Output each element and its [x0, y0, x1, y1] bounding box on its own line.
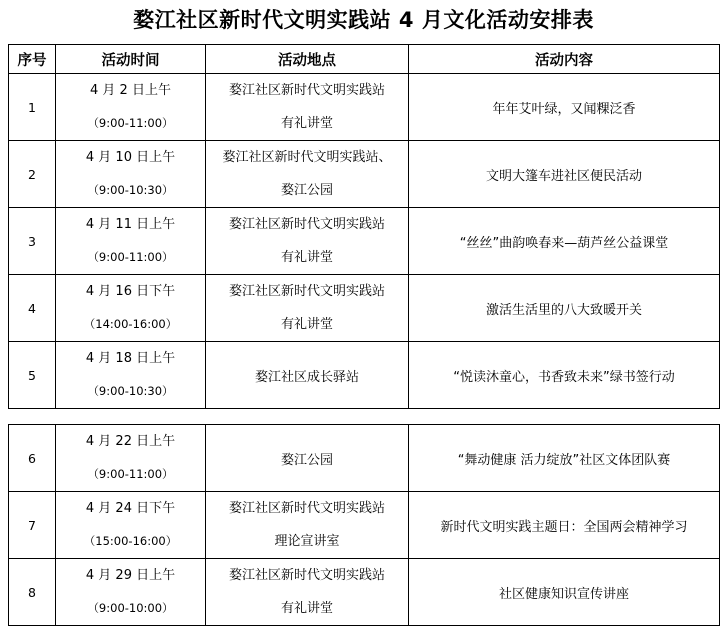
row-date: 4 月 22 日上午 — [85, 434, 176, 449]
row-time — [56, 74, 206, 141]
row-content: “舞动健康 活力绽放”社区文体团队赛 — [409, 425, 720, 492]
location-line: 婺江公园 — [280, 183, 333, 198]
row-location — [206, 559, 409, 626]
row-date: 4 月 29 日上午 — [85, 568, 176, 583]
row-hours: （9:00-11:00） — [87, 116, 174, 130]
row-seq: 5 — [9, 342, 56, 409]
location-line: 婺江社区新时代文明实践站 — [228, 217, 385, 232]
location-line: 理论宣讲室 — [274, 534, 340, 549]
schedule-table-part-2 — [8, 424, 720, 626]
location-line: 婺江社区新时代文明实践站 — [228, 568, 385, 583]
location-line: 婺江社区新时代文明实践站 — [228, 83, 385, 98]
header-time: 活动时间 — [56, 45, 206, 74]
schedule-table-part-1 — [8, 44, 720, 409]
row-location — [206, 141, 409, 208]
table-row — [9, 425, 720, 492]
location-line: 有礼讲堂 — [280, 250, 333, 265]
row-seq: 1 — [9, 74, 56, 141]
row-time — [56, 559, 206, 626]
row-hours: （9:00-10:30） — [87, 183, 174, 197]
location-line: 婺江社区新时代文明实践站、 — [222, 150, 392, 165]
row-seq: 2 — [9, 141, 56, 208]
row-content: 年年艾叶绿，又闻粿泛香 — [409, 74, 720, 141]
header-location: 活动地点 — [206, 45, 409, 74]
row-hours: （9:00-11:00） — [87, 467, 174, 481]
table-row — [9, 141, 720, 208]
row-content: 激活生活里的八大致暖开关 — [409, 275, 720, 342]
row-date: 4 月 10 日上午 — [85, 150, 176, 165]
header-content: 活动内容 — [409, 45, 720, 74]
row-content: “悦读沐童心，书香致未来”绿书签行动 — [409, 342, 720, 409]
row-hours: （9:00-10:30） — [87, 384, 174, 398]
location-line: 婺江社区新时代文明实践站 — [228, 501, 385, 516]
row-location: 婺江公园 — [206, 425, 409, 492]
row-hours: （15:00-16:00） — [83, 534, 178, 548]
location-line: 婺江社区新时代文明实践站 — [228, 284, 385, 299]
row-location: 婺江社区成长驿站 — [206, 342, 409, 409]
row-content: 新时代文明实践主题日：全国两会精神学习 — [409, 492, 720, 559]
table-row — [9, 208, 720, 275]
table-row — [9, 342, 720, 409]
row-content: 文明大篷车进社区便民活动 — [409, 141, 720, 208]
row-date: 4 月 11 日上午 — [85, 217, 176, 232]
header-seq: 序号 — [9, 45, 56, 74]
location-line: 有礼讲堂 — [280, 317, 333, 332]
row-time — [56, 342, 206, 409]
table-row — [9, 74, 720, 141]
row-time — [56, 141, 206, 208]
row-content: 社区健康知识宣传讲座 — [409, 559, 720, 626]
table-row — [9, 492, 720, 559]
row-date: 4 月 16 日下午 — [85, 284, 176, 299]
row-time — [56, 425, 206, 492]
location-line: 有礼讲堂 — [280, 116, 333, 131]
row-date: 4 月 2 日上午 — [90, 83, 171, 98]
row-seq: 7 — [9, 492, 56, 559]
row-hours: （9:00-11:00） — [87, 250, 174, 264]
row-content: “丝丝”曲韵唤春来—葫芦丝公益课堂 — [409, 208, 720, 275]
row-location — [206, 275, 409, 342]
header-row — [9, 45, 720, 74]
row-hours: （9:00-10:00） — [87, 601, 174, 615]
row-time — [56, 492, 206, 559]
row-hours: （14:00-16:00） — [83, 317, 178, 331]
page-title: 婺江社区新时代文明实践站 4 月文化活动安排表 — [133, 8, 594, 32]
row-location — [206, 492, 409, 559]
row-seq: 4 — [9, 275, 56, 342]
row-time — [56, 275, 206, 342]
location-line: 有礼讲堂 — [280, 601, 333, 616]
row-time — [56, 208, 206, 275]
row-seq: 6 — [9, 425, 56, 492]
row-date: 4 月 18 日上午 — [85, 351, 176, 366]
row-seq: 3 — [9, 208, 56, 275]
row-date: 4 月 24 日下午 — [85, 501, 176, 516]
row-location — [206, 208, 409, 275]
table-row — [9, 559, 720, 626]
row-location — [206, 74, 409, 141]
table-row — [9, 275, 720, 342]
row-seq: 8 — [9, 559, 56, 626]
